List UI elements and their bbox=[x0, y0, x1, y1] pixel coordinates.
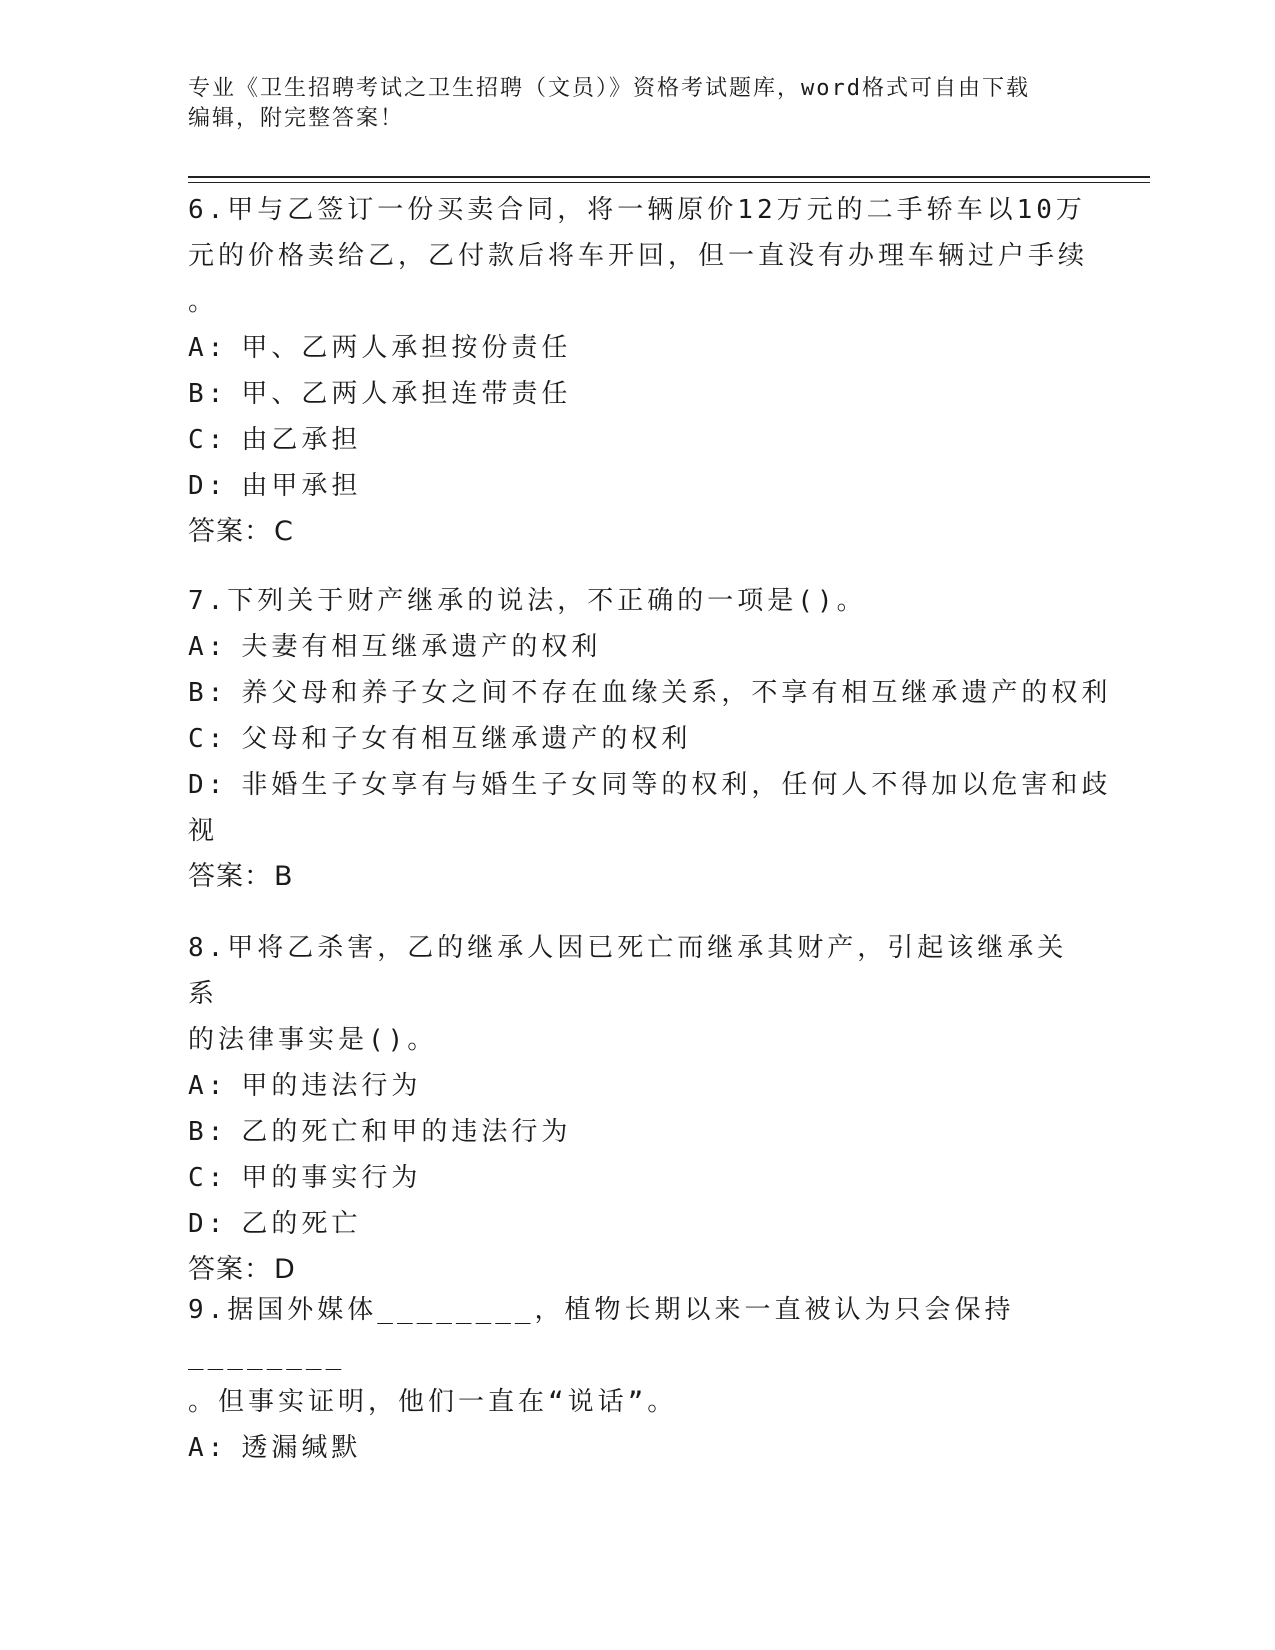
option-a: A: 夫妻有相互继承遗产的权利 bbox=[188, 632, 602, 662]
option-b: B: 甲、乙两人承担连带责任 bbox=[188, 379, 572, 409]
header-divider-thick bbox=[188, 176, 1150, 178]
question-stem-line: 的法律事实是()。 bbox=[188, 1025, 438, 1055]
question-stem-line: 7.下列关于财产继承的说法，不正确的一项是()。 bbox=[188, 586, 867, 616]
question-8 bbox=[188, 925, 1088, 1293]
question-7 bbox=[188, 578, 1112, 900]
question-stem-line: 9.据国外媒体________，植物长期以来一直被认为只会保持________ bbox=[188, 1295, 1015, 1371]
question-stem-line: 6.甲与乙签订一份买卖合同，将一辆原价12万元的二手轿车以10万 bbox=[188, 195, 1086, 225]
question-6 bbox=[188, 187, 1088, 555]
answer-line: 答案：D bbox=[188, 1254, 296, 1285]
question-stem-line: 。 bbox=[188, 287, 219, 317]
option-c: C: 由乙承担 bbox=[188, 425, 362, 455]
option-b: B: 乙的死亡和甲的违法行为 bbox=[188, 1117, 572, 1147]
option-c: C: 甲的事实行为 bbox=[188, 1163, 422, 1193]
option-a: A: 甲、乙两人承担按份责任 bbox=[188, 333, 572, 363]
question-9 bbox=[188, 1287, 1088, 1471]
question-stem-line: 元的价格卖给乙，乙付款后将车开回，但一直没有办理车辆过户手续 bbox=[188, 241, 1089, 271]
option-c: C: 父母和子女有相互继承遗产的权利 bbox=[188, 724, 692, 754]
question-stem-line: 。但事实证明，他们一直在“说话”。 bbox=[188, 1387, 678, 1417]
answer-value: C bbox=[274, 516, 294, 547]
option-a: A: 透漏缄默 bbox=[188, 1433, 362, 1463]
option-d: D: 由甲承担 bbox=[188, 471, 362, 501]
answer-value: D bbox=[274, 1254, 296, 1285]
answer-value: B bbox=[274, 861, 294, 892]
answer-line: 答案：C bbox=[188, 516, 294, 547]
option-a: A: 甲的违法行为 bbox=[188, 1071, 422, 1101]
option-b: B: 养父母和养子女之间不存在血缘关系，不享有相互继承遗产的权利 bbox=[188, 678, 1112, 708]
question-stem-line: 8.甲将乙杀害，乙的继承人因已死亡而继承其财产，引起该继承关系 bbox=[188, 933, 1068, 1009]
header-line-2: 编辑，附完整答案！ bbox=[188, 106, 405, 131]
option-d-continuation: 视 bbox=[188, 816, 219, 846]
answer-line: 答案：B bbox=[188, 861, 294, 892]
option-d: D: 非婚生子女享有与婚生子女同等的权利，任何人不得加以危害和歧 bbox=[188, 770, 1112, 800]
header-divider-thin bbox=[188, 182, 1150, 183]
document-header bbox=[188, 74, 1088, 134]
option-d: D: 乙的死亡 bbox=[188, 1209, 362, 1239]
header-line-1: 专业《卫生招聘考试之卫生招聘（文员）》资格考试题库，word格式可自由下载 bbox=[188, 76, 1030, 101]
